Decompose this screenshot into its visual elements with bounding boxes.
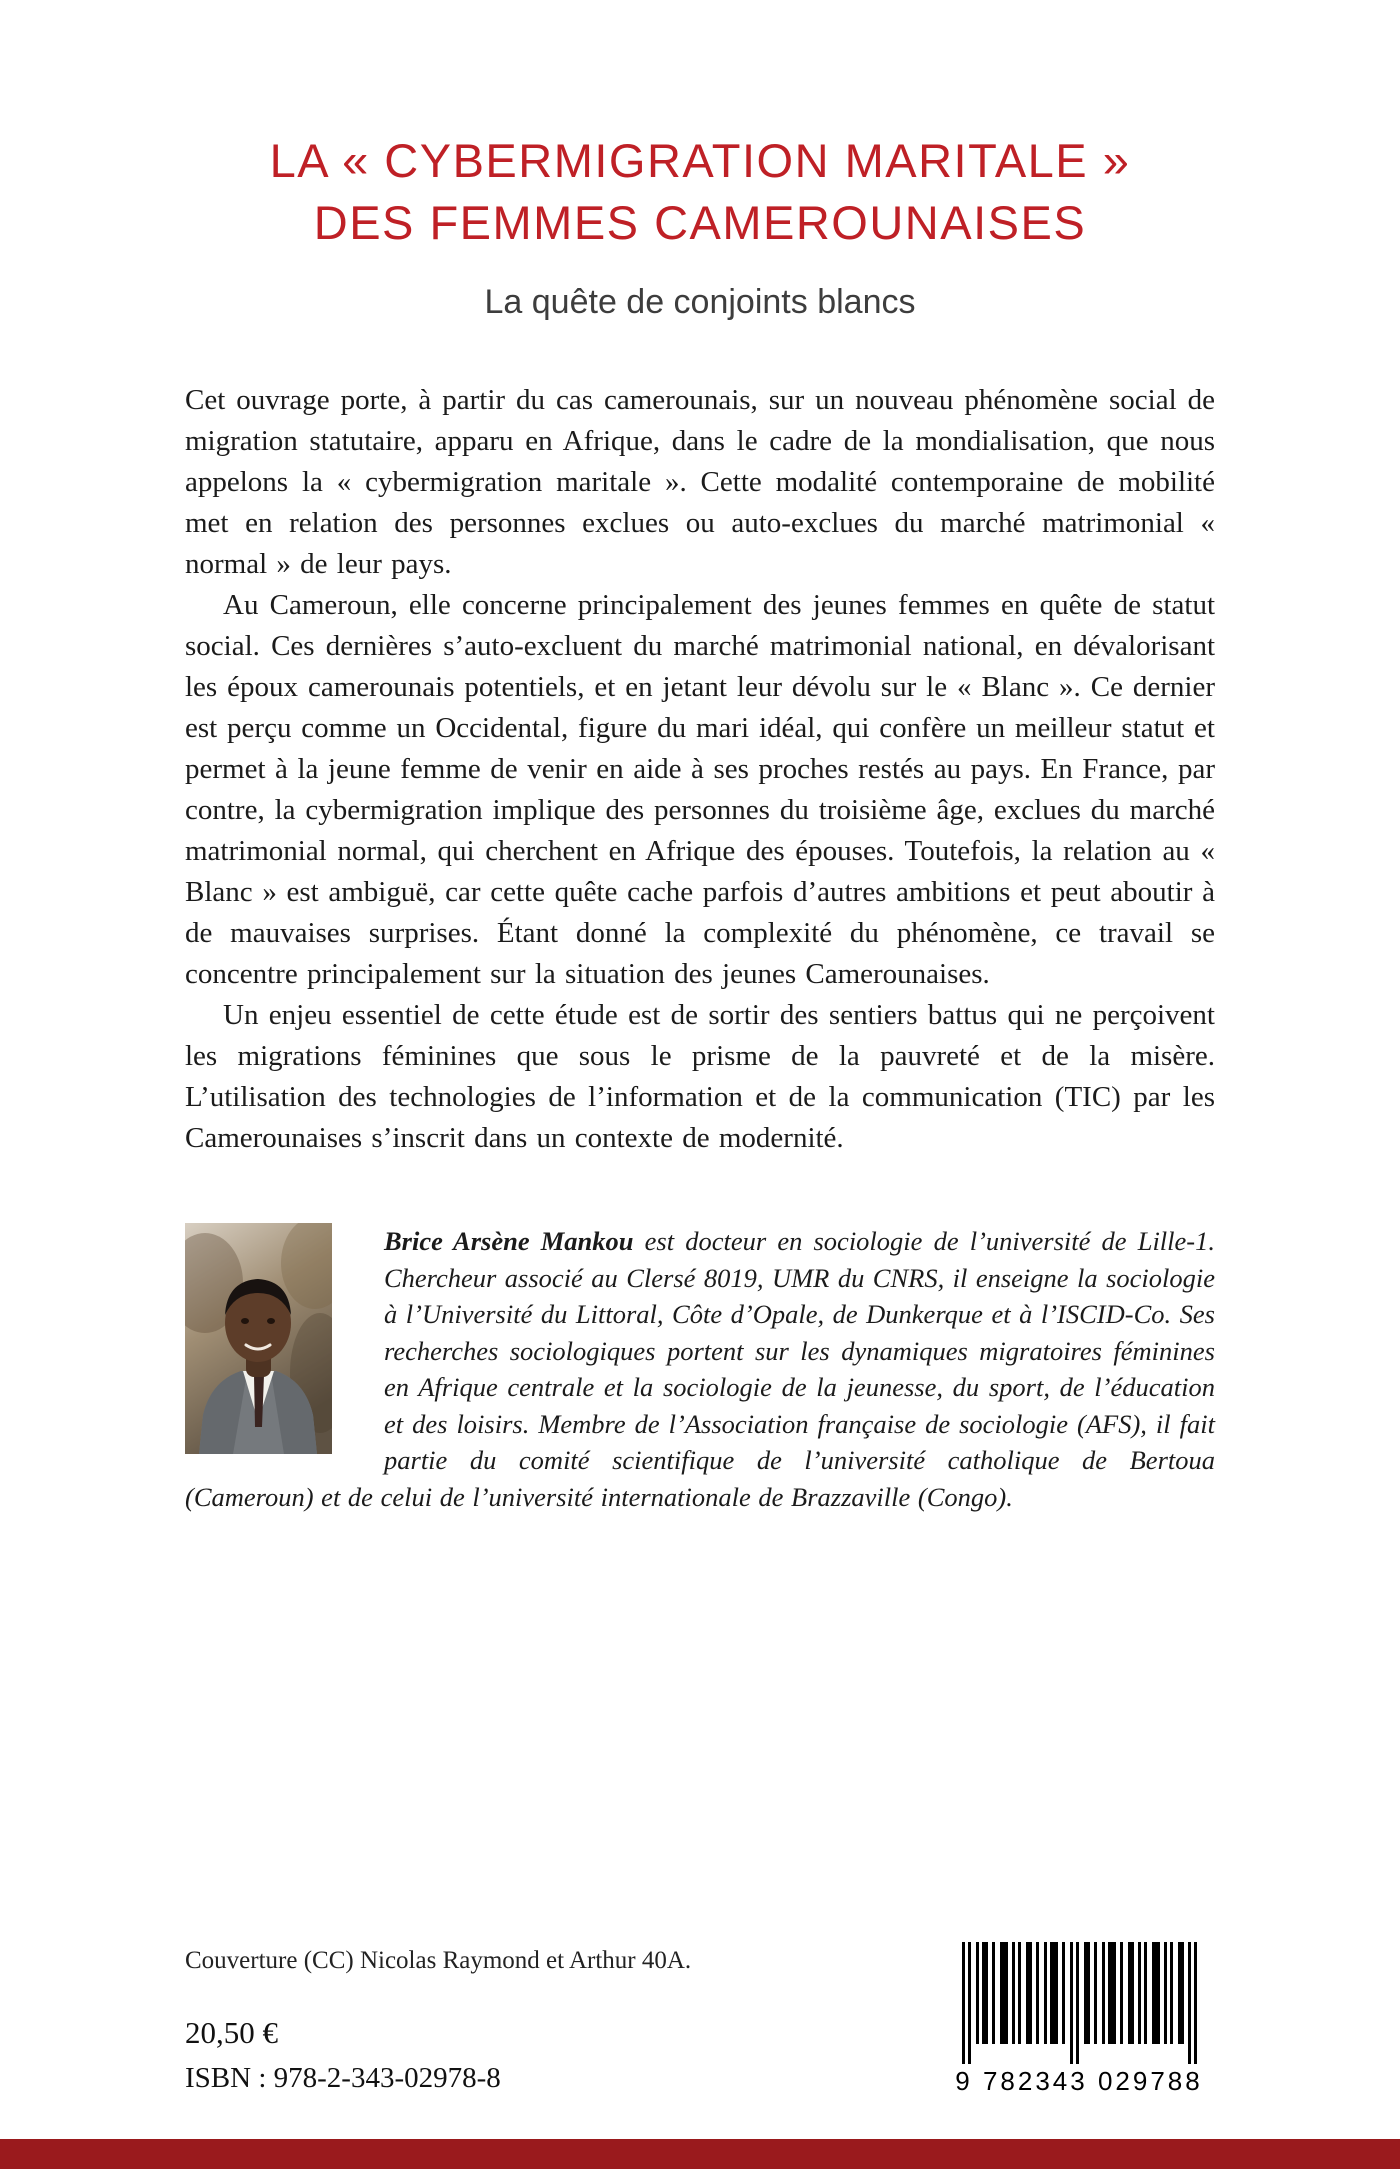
book-subtitle: La quête de conjoints blancs (484, 283, 916, 321)
bottom-red-band (0, 2139, 1400, 2169)
author-bio-text (185, 1223, 1215, 1515)
price: 20,50 € (185, 2015, 278, 2050)
barcode (950, 1940, 1208, 2096)
author-name: Brice Arsène Mankou (384, 1226, 634, 1256)
barcode-image (950, 1940, 1208, 2096)
synopsis (185, 380, 1215, 1159)
author-photo-image (185, 1223, 332, 1454)
cover-credit-line: Couverture (CC) Nicolas Raymond et Arthur 40A. (185, 1947, 692, 1974)
synopsis-paragraph-1: Cet ouvrage porte, à partir du cas camerounais, sur un nouveau phénomène social de migration statutaire, apparu en Afrique, dans le cadre de la mondialisation, que nous appelons la « cybermigration maritale ». Cette modalité contemporaine de mobilité met en relation des personnes exclues ou auto-exclues du marché matrimonial « normal » de leur pays. (185, 384, 1215, 580)
book-title-line1: LA « CYBERMIGRATION MARITALE » (269, 134, 1131, 187)
isbn: ISBN : 978-2-343-02978-8 (185, 2062, 501, 2094)
synopsis-paragraph-2: Au Cameroun, elle concerne principalement des jeunes femmes en quête de statut social. Ces dernières s’auto-excluent du marché matrimonial national, en dévalorisant les époux camerounais potentiels, et en jetant leur dévolu sur le « Blanc ». Ce dernier est perçu comme un Occidental, figure du mari idéal, qui confère un meilleur statut et permet à la jeune femme de venir en aide à ses proches restés au pays. En France, par contre, la cybermigration implique des personnes du troisième âge, exclues du marché matrimonial normal, qui cherchent en Afrique des épouses. Toutefois, la relation au « Blanc » est ambiguë, car cette quête cache parfois d’autres ambitions et peut aboutir à de mauvaises surprises. Étant donné la complexité du phénomène, ce travail se concentre principalement sur la situation des jeunes Camerounaises. (185, 589, 1215, 990)
author-bio-section (185, 1223, 1215, 1515)
book-title (185, 130, 1215, 254)
book-title-line2: DES FEMMES CAMEROUNAISES (313, 196, 1087, 249)
barcode-number: 9 782343 029788 (955, 2066, 1203, 2096)
author-bio-body: est docteur en sociologie de l’université de Lille-1. Chercheur associé au Clersé 8019, UMR du CNRS, il enseigne la sociologie à l’Université du Littoral, Côte d’Opale, de Dunkerque et à l’ISCID-Co. Ses recherches sociologiques portent sur les dynamiques migratoires féminines en Afrique centrale et la sociologie de la jeunesse, du sport, de l’éducation et des loisirs. Membre de l’Association française de sociologie (AFS), il fait partie du comité scientifique de l’université catholique de Bertoua (Cameroun) et de celui de l’université internationale de Brazzaville (Congo). (185, 1226, 1215, 1512)
synopsis-paragraph-3: Un enjeu essentiel de cette étude est de sortir des sentiers battus qui ne perçoivent les migrations féminines que sous le prisme de la pauvreté et de la misère. L’utilisation des technologies de l’information et de la communication (TIC) par les Camerounaises s’inscrit dans un contexte de modernité. (185, 999, 1215, 1154)
author-photo (185, 1223, 332, 1454)
